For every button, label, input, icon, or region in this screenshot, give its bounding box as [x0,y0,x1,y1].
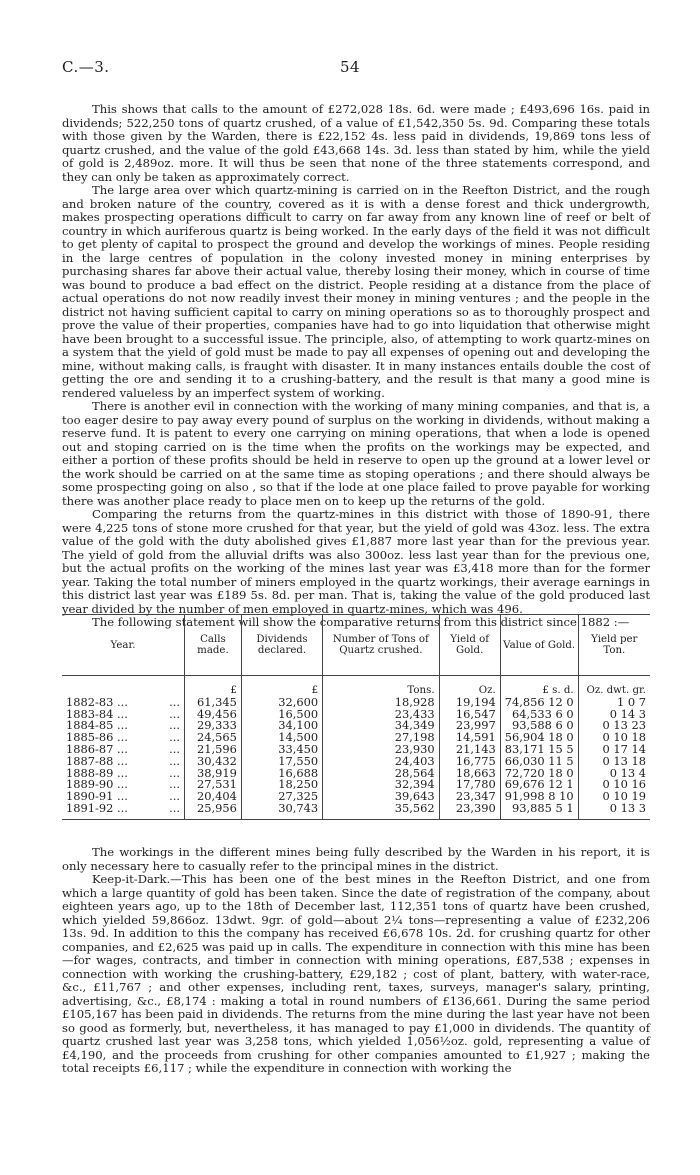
row-yield: 23,390 [439,803,500,819]
paragraph: There is another evil in connection with the working of many mining companies, and that is, a too eager desire to pay away every pound of surplus on the working in dividends, without making a reserve fund. It is patent to every one carrying on mining operations, that when a lode is opened out and stoping carried on is the time when the profits on the workings may be expected, and either a portion of these profits should be held in reserve to open up the ground at a lower level or the work should be carried on at the same time as stoping operations ; and there should always be some prospecting going on also , so that if the lode at one place failed to prove payable for working there was another place ready to place men on to keep up the returns of the gold. [62,399,650,508]
row-yield: 23,997 [439,720,500,732]
row-yield: 16,775 [439,756,500,768]
row-tons: 27,198 [323,732,439,744]
table-row [62,803,650,819]
row-calls: 24,565 [185,732,242,744]
leader-dots: ... [169,753,180,768]
row-per-ton: 0 13 18 [578,756,650,768]
paragraph: Keep-it-Dark.—This has been one of the best mines in the Reefton District, and one from which a large quantity of gold has been taken. Since the date of registration of the company, about eighteen years ago, up to the 18th of December last, 112,351 tons of quartz have been crushed, which yielded 59,866oz. 13dwt. 9gr. of gold—about 2¼ tons—representing a value of £232,206 13s. 9d. In addition to this the company has received £6,678 10s. 2d. for crushing quartz for other companies, and £2,625 was paid up in calls. The expenditure in connection with this mine has been—for wages, contracts, and timber in connection with mining operations, £87,538 ; expenses in connection with working the crushing-battery, £29,182 ; cost of plant, battery, with water-race, &c., £11,767 ; and other expenses, including rent, taxes, surveys, manager's salary, printing, advertising, &c., £8,174 : making a total in round numbers of £136,661. During the same period £105,167 has been paid in dividends. The returns from the mine during the last year have not been so good as formerly, but, nevertheless, it has managed to pay £1,000 in dividends. The quantity of quartz crushed last year was 3,258 tons, which yielded 1,056½oz. gold, representing a value of £4,190, and the proceeds from crushing for other companies amounted to £1,927 ; making the total receipts £6,117 ; while the expenditure in connection with working the [62,872,650,1075]
leader-dots: ... [169,765,180,780]
row-tons: 28,564 [323,768,439,780]
paragraph: This shows that calls to the amount of £272,028 18s. 6d. were made ; £493,696 16s. paid in dividends; 522,250 tons of quartz crushed, of a value of £1,542,350 5s. 9d. Comparing these totals with those given by the Warden, there is £22,152 4s. less paid in dividends, 19,869 tons less of quartz crushed, and the value of the gold £43,668 14s. 3d. less than stated by him, while the yield of gold is 2,489oz. more. It will thus be seen that none of the three statements correspond, and they can only be taken as approximately correct. [62,102,650,184]
leader-dots: ... [169,694,180,709]
header-year: Year. [62,615,185,676]
header-per-ton: Yield per Ton. [578,615,650,676]
row-value: 74,856 12 0 [500,697,578,709]
leader-dots: ... [169,789,180,804]
row-calls: 49,456 [185,709,242,721]
section-reference: C.—3. [62,58,110,76]
year-label: 1882-83 ... [66,694,128,709]
leader-dots: ... [169,741,180,756]
row-calls: 61,345 [185,697,242,709]
row-dividends: 33,450 [241,744,322,756]
row-dividends: 16,500 [241,709,322,721]
leader-dots: ... [169,777,180,792]
year-label: 1887-88 ... [66,753,128,768]
header-dividends: Dividends declared. [241,615,322,676]
row-yield: 21,143 [439,744,500,756]
unit-per-ton: Oz. dwt. gr. [578,676,650,697]
page-number: 54 [339,58,361,76]
row-dividends: 16,688 [241,768,322,780]
row-dividends: 34,100 [241,720,322,732]
row-calls: 25,956 [185,803,242,819]
unit-year [62,676,185,697]
year-label: 1890-91 ... [66,789,128,804]
row-tons: 18,928 [323,697,439,709]
row-tons: 39,643 [323,791,439,803]
row-dividends: 18,250 [241,779,322,791]
unit-dividends: £ [241,676,322,697]
row-calls: 38,919 [185,768,242,780]
row-value: 91,998 8 10 [500,791,578,803]
row-dividends: 30,743 [241,803,322,819]
row-value: 93,588 6 0 [500,720,578,732]
row-value: 69,676 12 1 [500,779,578,791]
units-row [62,676,650,697]
year-label: 1883-84 ... [66,706,128,721]
row-tons: 23,930 [323,744,439,756]
row-dividends: 14,500 [241,732,322,744]
row-per-ton: 0 13 4 [578,768,650,780]
table-header-row [62,615,650,676]
row-yield: 14,591 [439,732,500,744]
row-yield: 18,663 [439,768,500,780]
row-value: 93,885 5 1 [500,803,578,819]
header-tons: Number of Tons of Quartz crushed. [323,615,439,676]
year-label: 1891-92 ... [66,800,128,815]
leader-dots: ... [169,730,180,745]
row-dividends: 32,600 [241,697,322,709]
row-calls: 21,596 [185,744,242,756]
row-value: 56,904 18 0 [500,732,578,744]
row-per-ton: 0 13 23 [578,720,650,732]
paragraph: The following statement will show the comparative returns from this district since 1882 :— [92,615,630,629]
paragraph: Comparing the returns from the quartz-mines in this district with those of 1890-91, there were 4,225 tons of stone more crushed for that year, but the yield of gold was 43oz. less. The extra value of the gold with the duty abolished gives £1,887 more last year than for the previous year. The yield of gold from the alluvial drifts was also 300oz. less last year than for the previous one, but the actual profits on the working of the mines last year was £3,418 more than for the former year. Taking the total number of miners employed in the quartz workings, their average earnings in this district last year was £189 5s. 8d. per man. That is, taking the value of the gold produced last year divided by the number of men employed in quartz-mines, which was 496. [62,507,650,616]
paragraph: The workings in the different mines being fully described by the Warden in his report, it is only necessary here to casually refer to the principal mines in the district. [62,845,650,873]
leader-dots: ... [169,800,180,815]
header-value: Value of Gold. [500,615,578,676]
row-tons: 35,562 [323,803,439,819]
row-value: 66,030 11 5 [500,756,578,768]
row-calls: 27,531 [185,779,242,791]
row-yield: 19,194 [439,697,500,709]
row-per-ton: 0 17 14 [578,744,650,756]
row-dividends: 17,550 [241,756,322,768]
leader-dots: ... [169,706,180,721]
row-per-ton: 0 10 19 [578,791,650,803]
row-calls: 20,404 [185,791,242,803]
row-tons: 34,349 [323,720,439,732]
year-label: 1889-90 ... [66,777,128,792]
row-per-ton: 0 10 16 [578,779,650,791]
unit-yield: Oz. [439,676,500,697]
year-label: 1885-86 ... [66,730,128,745]
year-label: 1886-87 ... [66,741,128,756]
unit-value: £ s. d. [500,676,578,697]
row-dividends: 27,325 [241,791,322,803]
row-yield: 23,347 [439,791,500,803]
row-tons: 24,403 [323,756,439,768]
returns-table [62,614,650,820]
row-year [62,800,185,819]
row-yield: 16,547 [439,709,500,721]
leader-dots: ... [169,718,180,733]
row-tons: 23,433 [323,709,439,721]
unit-calls: £ [185,676,242,697]
row-value: 72,720 18 0 [500,768,578,780]
row-per-ton: 0 10 18 [578,732,650,744]
intro-text [62,103,650,630]
row-calls: 29,333 [185,720,242,732]
header-yield: Yield of Gold. [439,615,500,676]
row-value: 83,171 15 5 [500,744,578,756]
row-yield: 17,780 [439,779,500,791]
row-per-ton: 0 14 3 [578,709,650,721]
unit-tons: Tons. [323,676,439,697]
header-calls: Calls made. [185,615,242,676]
row-per-ton: 0 13 3 [578,803,650,819]
year-label: 1884-85 ... [66,718,128,733]
paragraph: The large area over which quartz-mining is carried on in the Reefton District, and the rough and broken nature of the country, covered as it is with a dense forest and thick undergrowth, makes prospecting operations difficult to carry on far away from any known line of reef or belt of country in which auriferous quartz is being worked. In the early days of the field it was not difficult to get plenty of capital to prospect the ground and develop the workings of mines. People residing in the large centres of population in the colony invested money in mining enterprises by purchasing shares far above their actual value, thereby losing their money, which in course of time was bound to produce a bad effect on the district. People residing at a distance from the place of actual operations do not now readily invest their money in mining ventures ; and the people in the district not having sufficient capital to carry on mining operations so as to thoroughly prospect and prove the value of their properties, companies have had to go into liquidation that otherwise might have been brought to a successful issue. The principle, also, of attempting to work quartz-mines on a system that the yield of gold must be made to pay all expenses of opening out and developing the mine, without making calls, is fraught with disaster. It in many instances entails double the cost of getting the ore and sending it to a crushing-battery, and the result is that many a good mine is rendered valueless by an imperfect system of working. [62,183,650,400]
row-calls: 30,432 [185,756,242,768]
row-value: 64,533 6 0 [500,709,578,721]
after-text [62,846,650,1076]
row-tons: 32,394 [323,779,439,791]
row-per-ton: 1 0 7 [578,697,650,709]
year-label: 1888-89 ... [66,765,128,780]
